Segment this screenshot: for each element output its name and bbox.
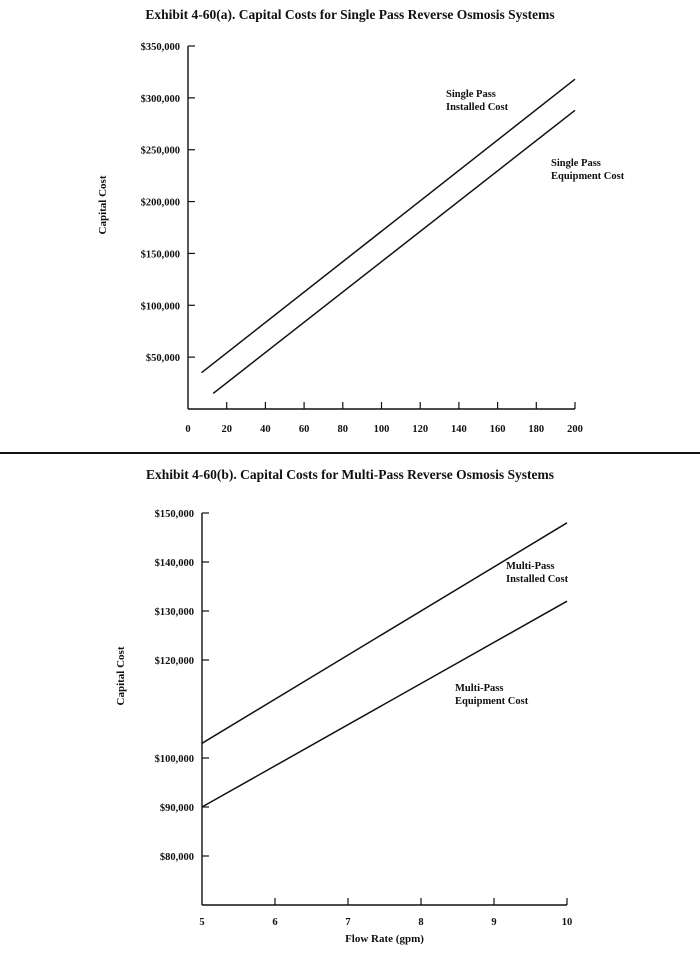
chart-a-x-tick-label: 60 [298, 424, 310, 435]
chart-b-y-tick-label: $140,000 [154, 558, 194, 569]
chart-a-x-tick-label: 180 [528, 424, 545, 435]
chart-a-x-tick-label: 160 [489, 424, 506, 435]
chart-b-y-tick-label: $130,000 [154, 607, 194, 618]
chart-a-x-tick-label: 80 [337, 424, 349, 435]
chart-b-series-label-2: Multi-Pass [455, 683, 504, 694]
chart-b-series-label-1: Installed Cost [506, 574, 569, 585]
chart-a-y-tick-label: $350,000 [140, 42, 180, 53]
chart-b-x-tick-label: 10 [561, 917, 573, 928]
chart-b-x-tick-label: 9 [491, 917, 497, 928]
chart-b-series-label-1: Multi-Pass [506, 561, 555, 572]
chart-a-y-tick-label: $50,000 [145, 353, 180, 365]
chart-b-y-axis-label: Capital Cost [115, 646, 127, 706]
chart-a-series-label-2: Equipment Cost [551, 171, 625, 182]
chart-b-y-tick-label: $120,000 [154, 656, 194, 667]
chart-b-x-tick-label: 7 [345, 917, 351, 928]
chart-a-y-tick-label: $300,000 [140, 93, 180, 105]
chart-b-x-tick-label: 6 [272, 917, 278, 928]
chart-a-series-label-1: Single Pass [446, 89, 496, 100]
chart-a-x-tick-label: 120 [412, 424, 429, 435]
chart-a-series-label-1: Installed Cost [446, 102, 509, 113]
chart-b-y-tick-label: $150,000 [154, 509, 194, 520]
chart-a-y-tick-label: $250,000 [140, 145, 180, 157]
chart-b-y-tick-label: $80,000 [159, 852, 194, 863]
chart-a-y-tick-label: $200,000 [140, 197, 180, 209]
chart-a-x-tick-label: 0 [185, 424, 191, 435]
chart-b-x-tick-label: 5 [199, 917, 205, 928]
chart-b-y-tick-label: $100,000 [154, 754, 194, 765]
chart-a-y-tick-label: $150,000 [140, 249, 180, 261]
chart-a-x-tick-label: 140 [451, 424, 467, 435]
chart-a-x-tick-label: 100 [373, 424, 390, 435]
chart-b-series-label-2: Equipment Cost [455, 696, 529, 707]
chart-b-title: Exhibit 4-60(b). Capital Costs for Multi-Pass Reverse Osmosis Systems [145, 467, 555, 482]
chart-b-y-tick-label: $90,000 [159, 803, 194, 814]
chart-b-x-axis-label: Flow Rate (gpm) [345, 933, 424, 945]
chart-a-x-tick-label: 40 [260, 424, 271, 435]
chart-a-title: Exhibit 4-60(a). Capital Costs for Single Pass Reverse Osmosis Systems [145, 7, 555, 22]
chart-b-x-tick-label: 8 [418, 917, 424, 928]
chart-a-y-axis-label: Capital Cost [97, 175, 109, 235]
chart-a-x-tick-label: 200 [567, 424, 583, 435]
chart-b-series-line-1 [202, 523, 567, 744]
chart-a-y-tick-label: $100,000 [140, 301, 180, 313]
chart-a-x-tick-label: 20 [221, 424, 232, 435]
chart-a-series-label-2: Single Pass [551, 158, 601, 169]
